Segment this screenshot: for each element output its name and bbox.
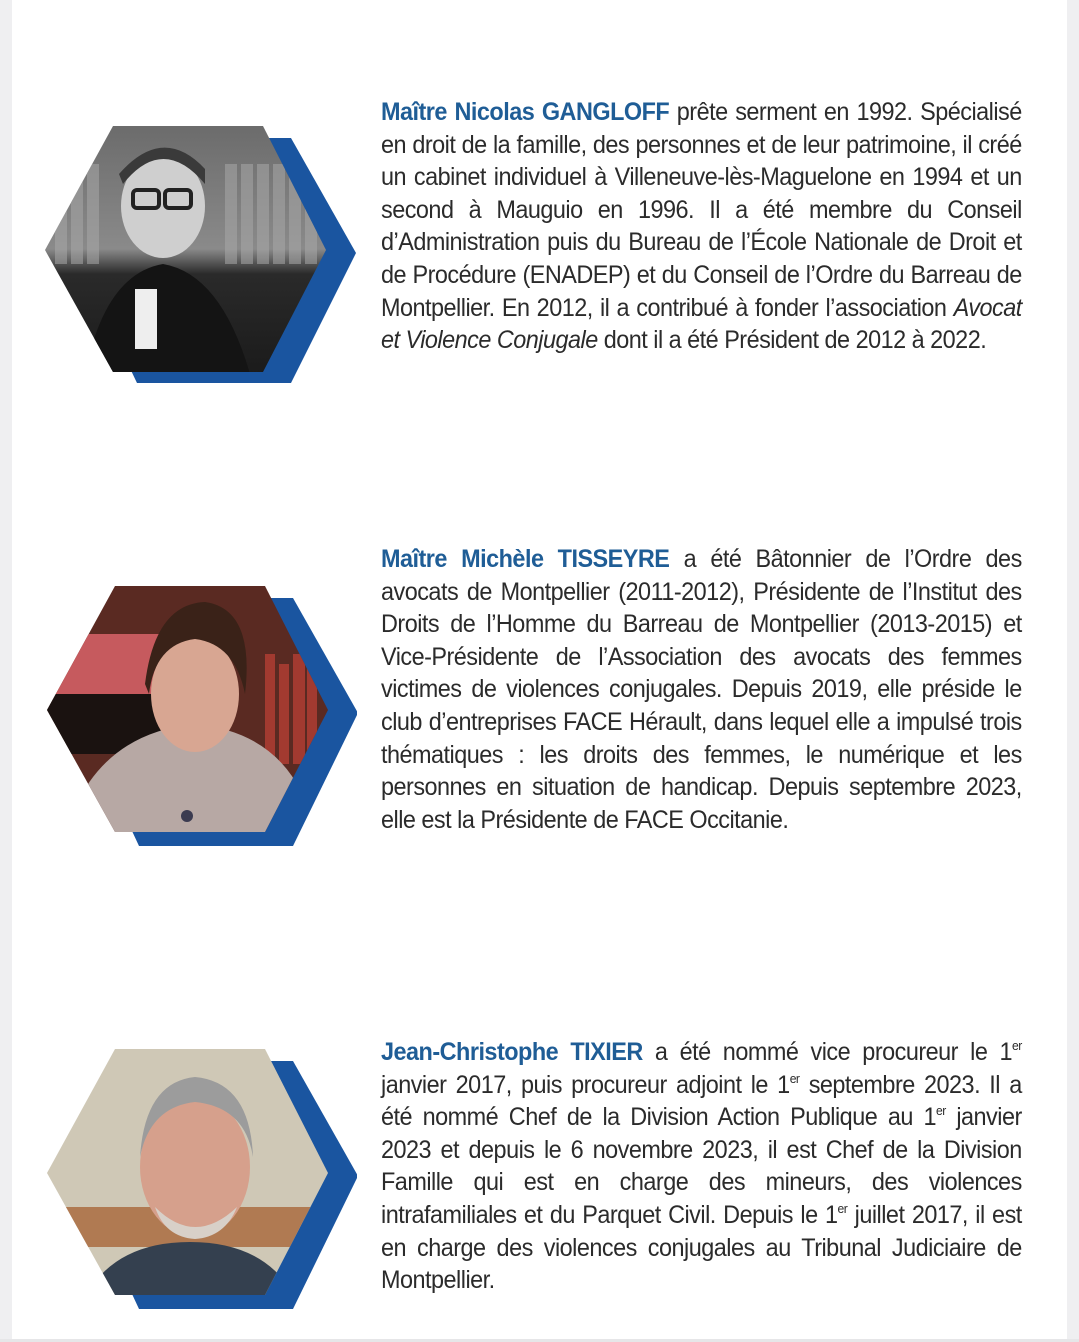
- ordinal-superscript: er: [935, 1103, 946, 1119]
- page-edge-right: [1067, 0, 1079, 1342]
- bio-text: juillet 2017, il est en charge des violences conjugales au Tribunal Judiciaire de Montpellier.: [381, 1200, 1022, 1295]
- page-edge-left: [0, 0, 12, 1342]
- ordinal-superscript: er: [1012, 1038, 1022, 1053]
- ordinal-superscript: er: [789, 1070, 800, 1086]
- portrait-hexagon: [45, 124, 357, 384]
- bio-text: prête serment en 1992. Spécialisé en droit de la famille, des personnes et de leur patrimoine, il créé un cabinet individuel à Villeneuve-lès-Maguelone en 1994 et un second à Mauguio en 1996. Il a été membre du Conseil d’Administration puis du Bureau de l’École Nationale de Droit et de Procédure (ENADEP) et du Conseil de l’Ordre du Barreau de Montpellier. En 2012, il a contribué à fonder l’association: [381, 98, 1022, 322]
- portrait-hexagon: [45, 1047, 357, 1307]
- portrait-photo-icon: [45, 584, 357, 846]
- bio-paragraph: [381, 96, 1022, 357]
- portrait-hexagon: [45, 584, 357, 844]
- bio-text: janvier 2017, puis procureur adjoint le 1: [381, 1070, 790, 1099]
- bio-paragraph: [381, 543, 1022, 836]
- association-name: Avocat et Violence Conjugale: [381, 293, 1022, 355]
- person-name: Jean-Christophe TIXIER: [381, 1038, 643, 1066]
- bio-text: a été nommé vice procureur le 1: [642, 1038, 1013, 1066]
- bio-text: janvier 2023 et depuis le 6 novembre 2023, il est Chef de la Division Famille qui est en charge des mineurs, des violences intrafamiliales et du Parquet Civil. Depuis le 1: [381, 1103, 1022, 1229]
- portrait-photo-icon: [45, 124, 357, 386]
- ordinal-superscript: er: [837, 1200, 848, 1216]
- portrait-photo-icon: [45, 1047, 357, 1309]
- bio-paragraph: [381, 1036, 1022, 1297]
- bio-text: septembre 2023. Il a été nommé Chef de la Division Action Publique au 1: [381, 1070, 1022, 1132]
- person-name: Maître Nicolas GANGLOFF: [381, 98, 670, 126]
- bio-text: a été Bâtonnier de l’Ordre des avocats de Montpellier (2011-2012), Présidente de l’Institut des Droits de l’Homme du Barreau de Montpellier (2013-2015) et Vice-Présidente de l’Association des avocats des femmes victimes de violences conjugales. Depuis 2019, elle préside le club d’entreprises FACE Hérault, dans lequel elle a impulsé trois thématiques : les droits des femmes, le numérique et les personnes en situation de handicap. Depuis septembre 2023, elle est la Présidente de FACE Occitanie.: [381, 545, 1022, 834]
- bio-text-end: dont il a été Président de 2012 à 2022.: [597, 326, 987, 355]
- person-name: Maître Michèle TISSEYRE: [381, 545, 670, 573]
